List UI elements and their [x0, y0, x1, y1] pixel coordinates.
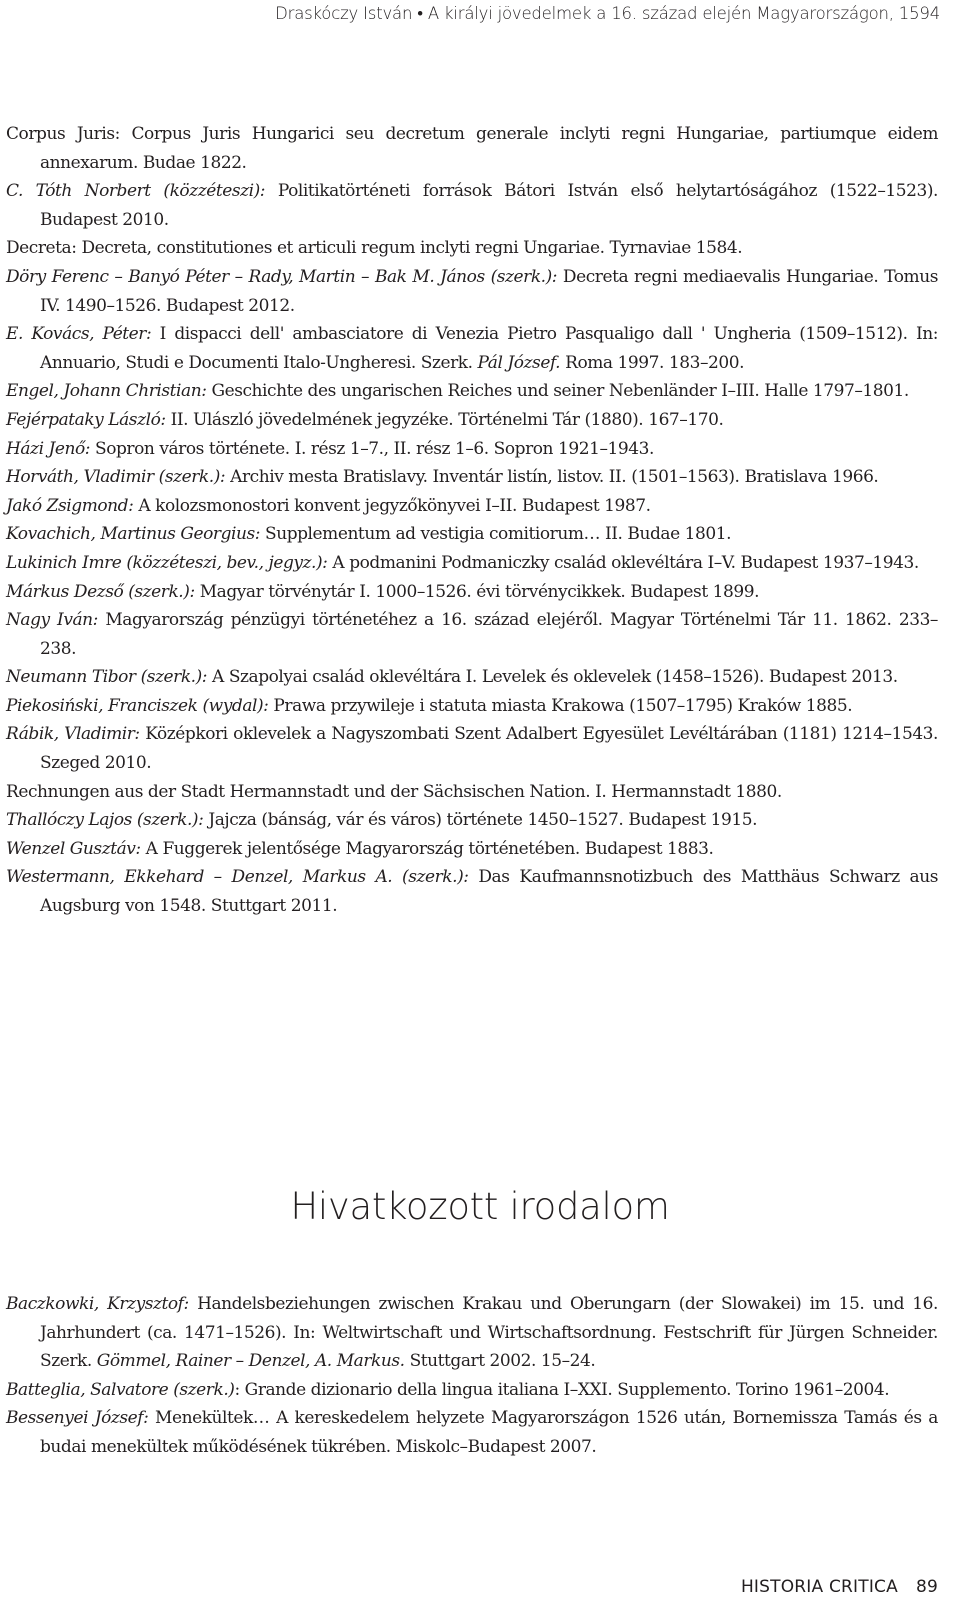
bibliography-entry: [6, 492, 938, 521]
entry-text: : Grande dizionario della lingua italiana I–XXI. Supplemento. Torino 1961–2004.: [234, 1379, 890, 1400]
entry-author: Westermann, Ekkehard – Denzel, Markus A. (szerk.):: [6, 867, 469, 888]
bibliography-entry: [6, 835, 938, 864]
section-heading: Hivatkozott irodalom: [290, 1185, 670, 1228]
entry-text: A Fuggerek jelentősége Magyarország történetében. Budapest 1883.: [140, 838, 714, 859]
bibliography-entry: [6, 578, 938, 607]
entry-author: Kovachich, Martinus Georgius:: [6, 524, 261, 545]
entry-author: Rábik, Vladimir:: [6, 724, 140, 745]
entry-text: Jajcza (bánság, vár és város) története 1450–1527. Budapest 1915.: [203, 810, 758, 831]
entry-author: Lukinich Imre (közzéteszi, bev., jegyz.):: [6, 552, 328, 573]
entry-text: Magyarország pénzügyi történetéhez a 16. század elejéről. Magyar Történelmi Tár 11. 1862. 233–238.: [40, 610, 938, 659]
entry-text: Magyar törvénytár I. 1000–1526. évi törvénycikkek. Budapest 1899.: [194, 581, 760, 602]
entry-text: Geschichte des ungarischen Reiches und seiner Nebenländer I–III. Halle 1797–1801.: [206, 381, 909, 402]
bibliography-entry: [6, 234, 938, 263]
entry-text: Rechnungen aus der Stadt Hermannstadt und der Sächsischen Nation. I. Hermannstadt 1880.: [6, 781, 782, 802]
entry-text: Supplementum ad vestigia comitiorum… II. Budae 1801.: [260, 524, 732, 545]
entry-text: Politikatörténeti források Bátori István első helytartóságához (1522–1523). Budapest 2010.: [40, 181, 938, 230]
bibliography-entry: [6, 1290, 938, 1376]
entry-text: A kolozsmonostori konvent jegyzőkönyvei I–II. Budapest 1987.: [133, 495, 651, 516]
bibliography-entry: [6, 663, 938, 692]
bibliography-entry: [6, 720, 938, 777]
bibliography-entry: [6, 263, 938, 320]
entry-author: Neumann Tibor (szerk.):: [6, 667, 208, 688]
running-header: Draskóczy István • A királyi jövedelmek a 16. század elején Magyarországon, 1594: [275, 4, 940, 23]
bibliography-entry: [6, 377, 938, 406]
entry-author: Házi Jenő:: [6, 438, 91, 459]
entry-text: Menekültek… A kereskedelem helyzete Magyarországon 1526 után, Bornemissza Tamás és a budai menekültek működésének tükrében. Miskolc–Budapest 2007.: [40, 1408, 938, 1457]
entry-text: II. Ulászló jövedelmének jegyzéke. Történelmi Tár (1880). 167–170.: [165, 409, 724, 430]
entry-text: A Szapolyai család oklevéltára I. Levelek és oklevelek (1458–1526). Budapest 2013.: [207, 667, 898, 688]
entry-author: Engel, Johann Christian:: [6, 381, 207, 402]
bibliography-entry: [6, 120, 938, 177]
bibliography-entry: [6, 406, 938, 435]
journal-name: HISTORIA CRITICA: [740, 1577, 898, 1597]
entry-text: Das Kaufmannsnotizbuch des Matthäus Schwarz aus Augsburg von 1548. Stuttgart 2011.: [40, 867, 938, 917]
entry-author: Márkus Dezső (szerk.):: [6, 581, 195, 602]
sources-list: [6, 120, 938, 921]
entry-text: Prawa przywileje i statuta miasta Krakowa (1507–1795) Kraków 1885.: [268, 695, 853, 716]
bibliography-entry: [6, 692, 938, 721]
bibliography-entry: [6, 520, 938, 549]
bibliography-entry: [6, 778, 938, 807]
entry-author: Fejérpataky László:: [6, 409, 166, 430]
entry-text: Corpus Juris: Corpus Juris Hungarici seu decretum generale inclyti regni Hungariae, partiumque eidem annexarum. Budae 1822.: [6, 124, 938, 173]
entry-author: Jakó Zsigmond:: [6, 495, 134, 516]
bibliography-entry: [6, 320, 938, 377]
entry-text-cont: Stuttgart 2002. 15–24.: [404, 1351, 596, 1372]
bibliography-entry: [6, 606, 938, 663]
entry-text: A podmanini Podmaniczky család oklevéltára I–V. Budapest 1937–1943.: [327, 552, 919, 573]
page-number: 89: [915, 1577, 938, 1597]
entry-text: Decreta: Decreta, constitutiones et articuli regum inclyti regni Ungariae. Tyrnaviae 1584.: [6, 238, 743, 259]
entry-editor: Gömmel, Rainer – Denzel, A. Markus.: [96, 1351, 405, 1372]
entry-author: Wenzel Gusztáv:: [6, 838, 141, 859]
entry-text: Decreta regni mediaevalis Hungariae. Tomus IV. 1490–1526. Budapest 2012.: [40, 266, 938, 316]
page-footer: [741, 1577, 938, 1597]
bibliography-entry: [6, 863, 938, 920]
entry-author: Horváth, Vladimir (szerk.):: [6, 467, 226, 488]
entry-author: Batteglia, Salvatore (szerk.): [6, 1379, 235, 1400]
entry-author: Piekosiński, Franciszek (wydal):: [6, 695, 269, 716]
entry-author: Baczkowki, Krzysztof:: [6, 1294, 189, 1314]
entry-author: Thallóczy Lajos (szerk.):: [6, 810, 204, 831]
entry-text: Handelsbeziehungen zwischen Krakau und Oberungarn (der Slowakei) im 15. und 16. Jahrhundert (ca. 1471–1526). In: Weltwirtschaft und Wirtschaftsordnung. Festschrift für Jürgen Schneider. Szerk.: [40, 1294, 938, 1372]
entry-editor: Pál József.: [477, 352, 561, 373]
entry-author: Nagy Iván:: [6, 610, 98, 631]
bibliography-entry: [6, 1404, 938, 1461]
literature-list: [6, 1290, 938, 1462]
bibliography-entry: [6, 806, 938, 835]
bibliography-entry: [6, 463, 938, 492]
entry-text: Középkori oklevelek a Nagyszombati Szent Adalbert Egyesület Levéltárában (1181) 1214–1543. Szeged 2010.: [40, 724, 938, 774]
entry-author: E. Kovács, Péter:: [6, 324, 152, 345]
bibliography-entry: [6, 1376, 938, 1405]
entry-text: Archiv mesta Bratislavy. Inventár listín, listov. II. (1501–1563). Bratislava 1966.: [225, 467, 879, 488]
entry-author: Bessenyei József:: [6, 1408, 149, 1429]
bibliography-entry: [6, 435, 938, 464]
entry-text: Sopron város története. I. rész 1–7., II. rész 1–6. Sopron 1921–1943.: [90, 438, 654, 459]
bibliography-entry: [6, 177, 938, 234]
entry-author: C. Tóth Norbert (közzéteszi):: [6, 181, 266, 202]
entry-text-cont: Roma 1997. 183–200.: [560, 352, 745, 373]
entry-text: I dispacci dell' ambasciatore di Venezia Pietro Pasqualigo dall ' Ungheria (1509–1512). In: Annuario, Studi e Documenti Italo-Ungheresi. Szerk.: [40, 324, 938, 373]
entry-author: Döry Ferenc – Banyó Péter – Rady, Martin – Bak M. János (szerk.):: [6, 266, 558, 287]
bibliography-entry: [6, 549, 938, 578]
